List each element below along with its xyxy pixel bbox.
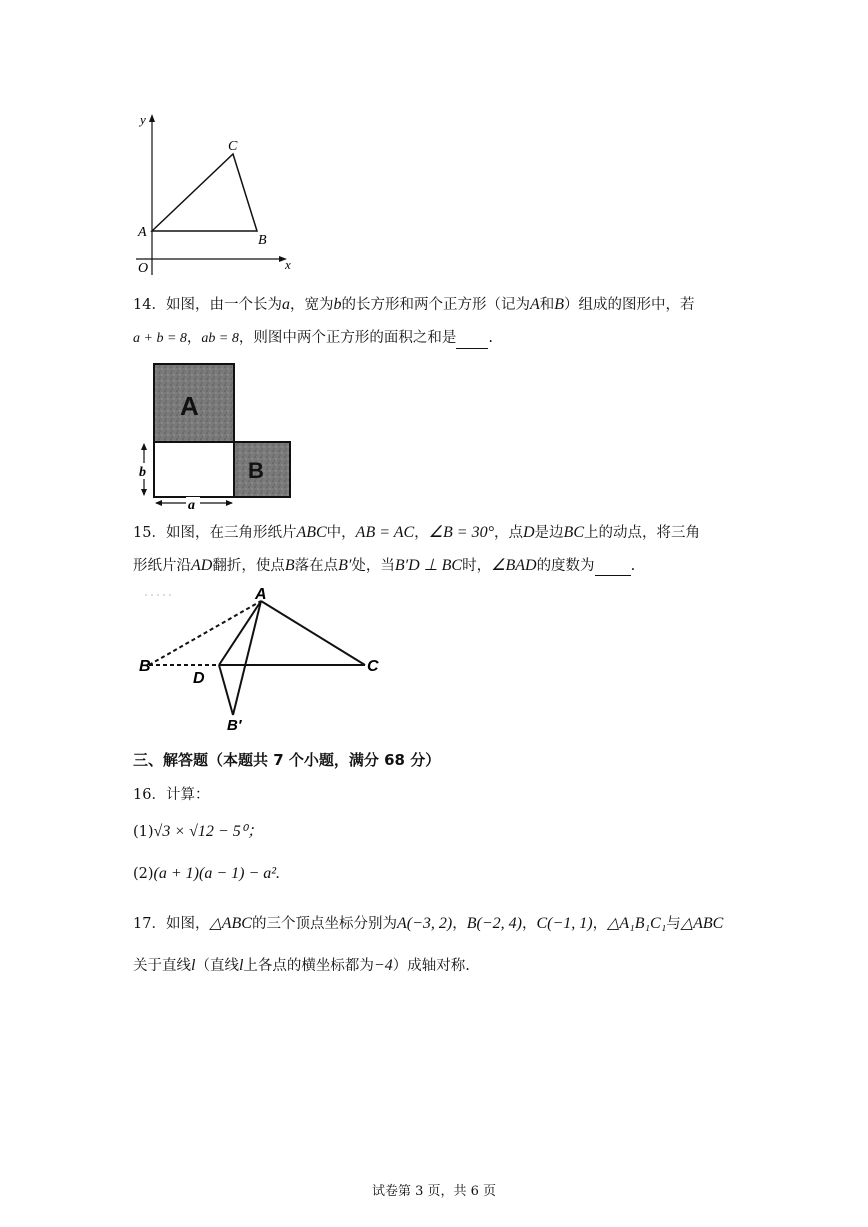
segment-ab-prime [233,601,261,715]
separator: ， [521,916,537,932]
b-arrow-top [141,443,147,450]
a-arrow-right [226,500,233,506]
separator: ， [592,916,608,932]
segment-ac [261,601,365,665]
q15-text: 上的动点，将三角 [584,525,700,541]
q17-line2 [133,956,470,976]
q17-line1 [133,914,723,934]
triangle-a1b1c1-ref: △A₁B₁C₁ [607,915,667,932]
answer-blank[interactable] [595,561,631,576]
q15-text: 时， [462,558,492,574]
label-b: B [139,658,151,675]
expression-1: √3 × √12 − 5⁰； [153,823,264,840]
answer-blank[interactable] [456,334,488,349]
q14-text: 和 [539,297,555,313]
var-bc: BC [563,524,584,541]
segment-ad [219,601,261,665]
triangle-abc [152,154,257,231]
q15-text: ，点 [493,525,523,541]
var-b-prime: B′ [338,557,352,574]
var-b: b [333,296,342,313]
var-l: l [191,957,196,974]
q14-text: 如图，由一个长为 [165,297,282,313]
q15-text: 是边 [534,525,564,541]
q15-text: 翻折，使点 [212,558,285,574]
rectangle [154,442,234,497]
q15-text: 的度数为 [536,558,595,574]
rectangle-squares-figure [128,360,298,510]
angle-b: ∠B = 30° [428,524,494,541]
part-label: (2) [133,866,154,882]
label-c: C [367,658,379,675]
angle-bad: ∠BAD [491,557,537,574]
q15-line1 [133,523,700,543]
q14-number: 14． [133,297,166,313]
q14-text: ）组成的图形中，若 [564,297,695,313]
var-d: D [522,524,535,541]
y-axis-arrow [149,114,155,122]
expression-2: (a + 1)(a − 1) − a². [153,865,281,882]
q16-part2 [133,864,280,884]
q14-text: 的长方形和两个正方形（记为 [341,297,530,313]
label-x: x [285,257,291,272]
segment-db-prime [219,665,233,715]
folded-triangle-figure [135,585,390,730]
label-c: C [228,139,238,154]
separator: ， [452,916,467,932]
label-b-prime: B′ [227,717,242,730]
period: . [488,330,493,346]
separator: ， [186,330,202,346]
label-o: O [138,261,149,276]
q17-text: ）成轴对称. [392,958,470,974]
q14-line2 [133,328,493,349]
page-footer: 试卷第 3 页，共 6 页 [371,1184,497,1199]
q17-text: （直线 [195,958,239,974]
q17-text: 与 [666,916,681,932]
var-a: a [281,296,290,313]
label-b: B [258,233,267,248]
q17-text: 的三个顶点坐标分别为 [251,916,397,932]
a-arrow-left [155,500,162,506]
condition-sum: a + b = 8 [133,331,187,346]
period: . [630,558,636,574]
q15-text: 如图，在三角形纸片 [165,525,297,541]
q15-text: 中， [326,525,356,541]
q15-text: 形纸片沿 [133,558,191,574]
square-a-ref: A [529,296,540,313]
b-dim-label: b [139,465,146,480]
triangle-abc-ref: △ABC [209,915,252,932]
q17-text: 关于直线 [133,958,191,974]
point-c: C(−1, 1) [536,915,593,932]
q15-number: 15． [133,525,166,541]
q14-text: ，宽为 [289,297,334,313]
label-d: D [193,670,205,687]
q16-title: 16．计算： [133,787,210,803]
q15-text: 处，当 [351,558,395,574]
section-heading: 三、解答题（本题共 7 个小题，满分 68 分） [133,751,441,769]
label-a: A [138,225,147,240]
condition-product: ab = 8 [201,331,239,346]
label-a: A [255,586,267,603]
q15-line2 [133,556,635,576]
square-b-label: B [248,458,264,483]
part-label: (1) [133,824,154,840]
q15-text: 落在点 [294,558,339,574]
value-neg4: −4 [373,957,393,974]
q16-part1 [133,822,263,842]
q17-number: 17． [133,916,166,932]
var-ad: AD [191,557,213,574]
var-abc: ABC [296,524,327,541]
q15-text: ， [414,525,429,541]
square-a-label: A [180,391,199,421]
q17-text: 如图， [165,916,210,932]
q14-text: ，则图中两个正方形的面积之和是 [238,330,457,346]
equal-sides: AB = AC [355,524,415,541]
square-b-ref: B [554,296,565,313]
triangle-abc-ref: △ABC [680,915,724,932]
a-dim-label: a [188,498,195,510]
point-a: A(−3, 2) [396,915,453,932]
q17-text: 上各点的横坐标都为 [243,958,374,974]
segment-ab-dashed [149,601,261,665]
var-b-point: B [284,557,295,574]
var-l: l [238,957,244,974]
triangle-coordinate-figure [130,110,300,280]
label-y: y [140,112,146,127]
perpendicular-condition: B′D ⊥ BC [394,557,463,574]
b-arrow-bottom [141,489,147,496]
point-b: B(−2, 4) [466,915,522,932]
q14-line1 [133,295,695,315]
